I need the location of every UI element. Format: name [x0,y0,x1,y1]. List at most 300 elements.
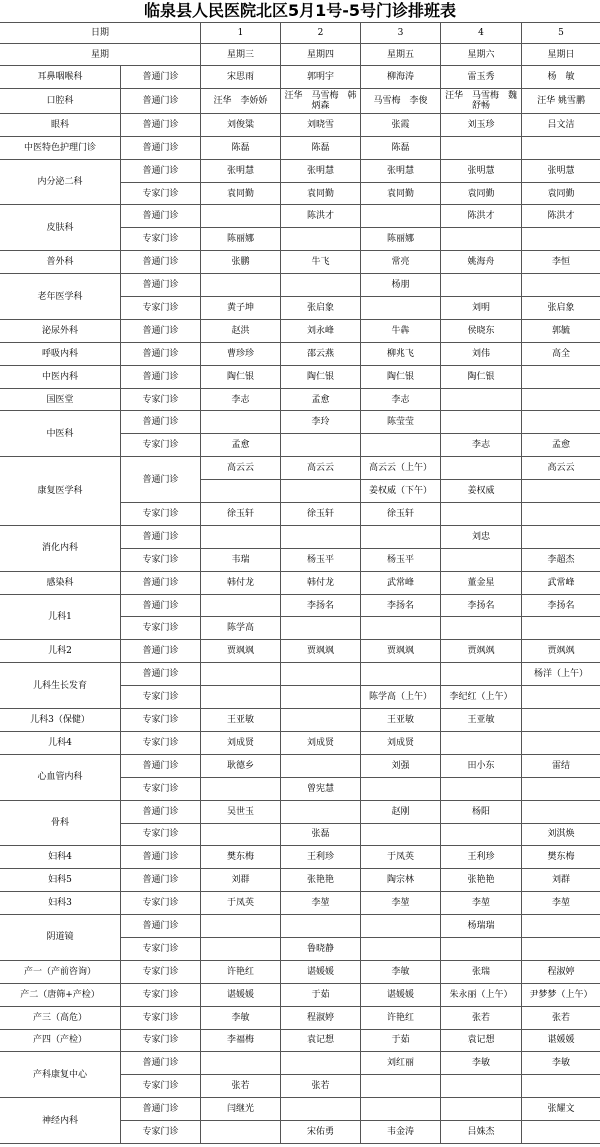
doctor-cell [281,617,361,640]
doctor-cell: 袁记想 [281,1029,361,1052]
doctor-cell: 谌媛媛 [201,983,281,1006]
clinic-type-cell: 普通门诊 [121,457,201,503]
doctor-cell: 陶仁银 [201,365,281,388]
doctor-cell: 李志 [441,434,522,457]
doctor-cell [522,915,600,938]
weekday-label: 星期 [0,44,201,66]
doctor-cell: 刘成贤 [201,731,281,754]
doctor-cell [441,411,522,434]
date-row [0,23,600,44]
doctor-cell: 张若 [281,1075,361,1098]
doctor-cell: 刘群 [522,869,600,892]
doctor-cell [522,777,600,800]
clinic-type-cell: 专家门诊 [121,892,201,915]
doctor-cell: 王利珍 [281,846,361,869]
doctor-cell [201,686,281,709]
doctor-cell: 常亮 [361,251,441,274]
department-cell: 泌尿外科 [0,319,121,342]
doctor-cell: 樊东梅 [522,846,600,869]
doctor-cell: 汪华 马雪梅 韩炳森 [281,88,361,113]
doctor-cell [441,548,522,571]
department-cell: 心血管内科 [0,754,121,800]
doctor-cell: 徐玉轩 [361,503,441,526]
doctor-cell: 袁同勤 [441,182,522,205]
table-row [0,846,600,869]
doctor-cell: 汪华 马雪梅 魏舒畅 [441,88,522,113]
doctor-cell: 姜权威（下午） [361,480,441,503]
clinic-type-cell: 专家门诊 [121,709,201,732]
date-cell: 3 [361,23,441,44]
doctor-cell: 杨 敏 [522,66,600,89]
doctor-cell: 牛犇 [361,319,441,342]
department-cell: 妇科5 [0,869,121,892]
date-cell: 4 [441,23,522,44]
doctor-cell: 牛飞 [281,251,361,274]
department-cell: 神经内科 [0,1098,121,1144]
doctor-cell: 李堃 [361,892,441,915]
table-row [0,1098,600,1121]
clinic-type-cell: 专家门诊 [121,686,201,709]
doctor-cell: 李敏 [522,1052,600,1075]
doctor-cell: 李纪红（上午） [441,686,522,709]
doctor-cell [441,1075,522,1098]
department-cell: 产三（高危） [0,1006,121,1029]
doctor-cell: 姚海舟 [441,251,522,274]
clinic-type-cell: 专家门诊 [121,617,201,640]
department-cell: 眼科 [0,113,121,136]
department-cell: 产二（唐筛+产检） [0,983,121,1006]
doctor-cell [281,228,361,251]
doctor-cell: 徐玉轩 [201,503,281,526]
doctor-cell: 侯晓东 [441,319,522,342]
table-row [0,365,600,388]
doctor-cell [281,709,361,732]
department-cell: 国医堂 [0,388,121,411]
weekday-cell: 星期四 [281,44,361,66]
doctor-cell: 邵云燕 [281,342,361,365]
doctor-cell [361,777,441,800]
doctor-cell: 高全 [522,342,600,365]
doctor-cell: 张明慧 [361,159,441,182]
doctor-cell: 贾飒飒 [281,640,361,663]
doctor-cell: 樊东梅 [201,846,281,869]
doctor-cell [441,228,522,251]
clinic-type-cell: 专家门诊 [121,503,201,526]
doctor-cell [201,480,281,503]
doctor-cell [522,274,600,297]
doctor-cell: 武常峰 [361,571,441,594]
doctor-cell: 张明慧 [522,159,600,182]
table-row [0,66,600,89]
doctor-cell: 高云云 [281,457,361,480]
doctor-cell: 刘永峰 [281,319,361,342]
department-cell: 儿科生长发育 [0,663,121,709]
doctor-cell: 刘红丽 [361,1052,441,1075]
doctor-cell: 孟愈 [522,434,600,457]
doctor-cell [522,617,600,640]
doctor-cell [522,228,600,251]
doctor-cell: 郭毓 [522,319,600,342]
doctor-cell [201,205,281,228]
doctor-cell: 陈丽娜 [201,228,281,251]
doctor-cell [522,411,600,434]
doctor-cell: 李超杰 [522,548,600,571]
department-cell: 阴道镜 [0,915,121,961]
doctor-cell [522,686,600,709]
doctor-cell [441,457,522,480]
doctor-cell: 贾飒飒 [441,640,522,663]
doctor-cell: 李玲 [281,411,361,434]
department-cell: 妇科3 [0,892,121,915]
clinic-type-cell: 专家门诊 [121,434,201,457]
doctor-cell: 刘成贤 [281,731,361,754]
doctor-cell: 杨玉平 [281,548,361,571]
doctor-cell: 李敏 [361,960,441,983]
doctor-cell: 宋思雨 [201,66,281,89]
clinic-type-cell: 普通门诊 [121,800,201,823]
department-cell: 儿科1 [0,594,121,640]
weekday-cell: 星期日 [522,44,600,66]
department-cell: 中医科 [0,411,121,457]
table-row [0,663,600,686]
doctor-cell [441,777,522,800]
doctor-cell: 孟愈 [281,388,361,411]
doctor-cell: 陶宗林 [361,869,441,892]
doctor-cell: 李扬名 [281,594,361,617]
doctor-cell: 李堃 [281,892,361,915]
clinic-type-cell: 普通门诊 [121,136,201,159]
doctor-cell: 宋佑勇 [281,1121,361,1144]
doctor-cell: 贾飒飒 [201,640,281,663]
table-row [0,136,600,159]
department-cell: 产四（产检） [0,1029,121,1052]
doctor-cell: 张明慧 [441,159,522,182]
doctor-cell [201,274,281,297]
doctor-cell: 尹梦梦（上午） [522,983,600,1006]
doctor-cell: 程淑婷 [522,960,600,983]
department-cell: 老年医学科 [0,274,121,320]
doctor-cell [201,937,281,960]
doctor-cell [201,915,281,938]
doctor-cell: 刘明 [441,297,522,320]
clinic-type-cell: 普通门诊 [121,274,201,297]
doctor-cell [522,525,600,548]
doctor-cell: 陈磊 [361,136,441,159]
schedule-table [0,22,600,1144]
doctor-cell: 朱永丽（上午） [441,983,522,1006]
doctor-cell: 袁同勤 [201,182,281,205]
doctor-cell: 刘玉珍 [441,113,522,136]
doctor-cell: 张若 [201,1075,281,1098]
doctor-cell [522,1075,600,1098]
doctor-cell: 袁同勤 [281,182,361,205]
clinic-type-cell: 普通门诊 [121,66,201,89]
doctor-cell: 杨玉平 [361,548,441,571]
clinic-type-cell: 普通门诊 [121,251,201,274]
doctor-cell: 谌媛媛 [281,960,361,983]
table-row [0,88,600,113]
doctor-cell: 柳海涛 [361,66,441,89]
doctor-cell [522,800,600,823]
doctor-cell: 李福梅 [201,1029,281,1052]
doctor-cell [361,434,441,457]
doctor-cell: 张霞 [361,113,441,136]
table-row [0,731,600,754]
doctor-cell: 孟愈 [201,434,281,457]
date-cell: 2 [281,23,361,44]
doctor-cell [361,663,441,686]
clinic-type-cell: 普通门诊 [121,205,201,228]
doctor-cell [281,1052,361,1075]
doctor-cell: 李堃 [441,892,522,915]
doctor-cell: 陈磊 [201,136,281,159]
doctor-cell: 郭明宇 [281,66,361,89]
clinic-type-cell: 专家门诊 [121,297,201,320]
doctor-cell [201,663,281,686]
department-cell: 产科康复中心 [0,1052,121,1098]
doctor-cell: 李敏 [441,1052,522,1075]
department-cell: 消化内科 [0,525,121,571]
doctor-cell: 陶仁银 [281,365,361,388]
doctor-cell: 李志 [361,388,441,411]
clinic-type-cell: 专家门诊 [121,983,201,1006]
clinic-type-cell: 专家门诊 [121,960,201,983]
department-cell: 骨科 [0,800,121,846]
doctor-cell: 刘群 [201,869,281,892]
doctor-cell [522,709,600,732]
doctor-cell: 张磊 [281,823,361,846]
doctor-cell [522,503,600,526]
doctor-cell [361,1098,441,1121]
doctor-cell [281,274,361,297]
doctor-cell: 韩付龙 [201,571,281,594]
date-label: 日期 [0,23,201,44]
table-row [0,800,600,823]
doctor-cell: 王亚敏 [201,709,281,732]
table-row [0,525,600,548]
doctor-cell: 王亚敏 [361,709,441,732]
doctor-cell: 刘淇焕 [522,823,600,846]
doctor-cell: 张若 [522,1006,600,1029]
doctor-cell [361,937,441,960]
doctor-cell [441,503,522,526]
doctor-cell [281,480,361,503]
doctor-cell: 陈洪才 [441,205,522,228]
clinic-type-cell: 专家门诊 [121,1006,201,1029]
doctor-cell: 黄子坤 [201,297,281,320]
doctor-cell: 王亚敏 [441,709,522,732]
doctor-cell: 高云云 [522,457,600,480]
table-row [0,594,600,617]
doctor-cell: 韦金涛 [361,1121,441,1144]
doctor-cell: 李扬名 [441,594,522,617]
doctor-cell: 刘俊粱 [201,113,281,136]
doctor-cell: 李志 [201,388,281,411]
doctor-cell: 姜权威 [441,480,522,503]
clinic-type-cell: 普通门诊 [121,342,201,365]
doctor-cell [281,1098,361,1121]
doctor-cell: 杨瑞瑞 [441,915,522,938]
doctor-cell: 陶仁银 [361,365,441,388]
table-row [0,457,600,480]
doctor-cell: 韩付龙 [281,571,361,594]
doctor-cell: 张艳艳 [441,869,522,892]
department-cell: 中医内科 [0,365,121,388]
doctor-cell: 汪华 姚雪鹏 [522,88,600,113]
clinic-type-cell: 普通门诊 [121,640,201,663]
doctor-cell: 张艳艳 [281,869,361,892]
department-cell: 耳鼻咽喉科 [0,66,121,89]
doctor-cell [201,823,281,846]
doctor-cell: 曹珍珍 [201,342,281,365]
clinic-type-cell: 普通门诊 [121,525,201,548]
weekday-cell: 星期三 [201,44,281,66]
doctor-cell [201,777,281,800]
table-row [0,640,600,663]
doctor-cell [441,823,522,846]
doctor-cell: 柳兆飞 [361,342,441,365]
table-row [0,571,600,594]
doctor-cell [441,617,522,640]
doctor-cell: 吕文洁 [522,113,600,136]
doctor-cell [522,1121,600,1144]
doctor-cell: 袁记想 [441,1029,522,1052]
doctor-cell [522,480,600,503]
clinic-type-cell: 普通门诊 [121,159,201,182]
doctor-cell: 张鹏 [201,251,281,274]
clinic-type-cell: 普通门诊 [121,365,201,388]
clinic-type-cell: 专家门诊 [121,777,201,800]
clinic-type-cell: 专家门诊 [121,1029,201,1052]
table-row [0,113,600,136]
doctor-cell: 陈洪才 [281,205,361,228]
doctor-cell: 陈学高（上午） [361,686,441,709]
clinic-type-cell: 专家门诊 [121,1121,201,1144]
doctor-cell: 雷结 [522,754,600,777]
weekday-row [0,44,600,66]
doctor-cell: 陈洪才 [522,205,600,228]
doctor-cell [441,663,522,686]
schedule-body [0,23,600,1144]
doctor-cell: 于茹 [361,1029,441,1052]
page-title: 临泉县人民医院北区5月1号-5号门诊排班表 [143,1,457,20]
clinic-type-cell: 普通门诊 [121,319,201,342]
weekday-cell: 星期六 [441,44,522,66]
department-cell: 普外科 [0,251,121,274]
doctor-cell [361,915,441,938]
doctor-cell [441,731,522,754]
clinic-type-cell: 普通门诊 [121,663,201,686]
doctor-cell: 吴世玉 [201,800,281,823]
table-row [0,754,600,777]
doctor-cell [201,1052,281,1075]
doctor-cell [201,525,281,548]
doctor-cell: 陈磊 [281,136,361,159]
doctor-cell [201,1121,281,1144]
clinic-type-cell: 普通门诊 [121,411,201,434]
clinic-type-cell: 普通门诊 [121,88,201,113]
doctor-cell: 贾飒飒 [522,640,600,663]
department-cell: 感染科 [0,571,121,594]
table-row [0,709,600,732]
doctor-cell [361,823,441,846]
doctor-cell [441,1098,522,1121]
clinic-type-cell: 普通门诊 [121,571,201,594]
doctor-cell: 贾飒飒 [361,640,441,663]
clinic-type-cell: 普通门诊 [121,846,201,869]
doctor-cell: 徐玉轩 [281,503,361,526]
doctor-cell: 鲁晓静 [281,937,361,960]
department-cell: 儿科3（保健） [0,709,121,732]
doctor-cell: 高云云 [201,457,281,480]
doctor-cell: 韦瑞 [201,548,281,571]
clinic-type-cell: 普通门诊 [121,113,201,136]
doctor-cell [441,274,522,297]
doctor-cell [361,1075,441,1098]
doctor-cell [522,365,600,388]
doctor-cell: 雷玉秀 [441,66,522,89]
doctor-cell: 张瑞 [441,960,522,983]
table-row [0,1006,600,1029]
clinic-type-cell: 专家门诊 [121,548,201,571]
table-row [0,1029,600,1052]
doctor-cell: 杨阳 [441,800,522,823]
doctor-cell: 袁同勤 [522,182,600,205]
doctor-cell: 董金星 [441,571,522,594]
table-row [0,388,600,411]
table-row [0,983,600,1006]
doctor-cell: 袁同勤 [361,182,441,205]
doctor-cell [281,434,361,457]
department-cell: 呼吸内科 [0,342,121,365]
doctor-cell: 吕姝杰 [441,1121,522,1144]
doctor-cell: 于凤英 [201,892,281,915]
doctor-cell: 李堃 [522,892,600,915]
clinic-type-cell: 专家门诊 [121,228,201,251]
clinic-type-cell: 专家门诊 [121,388,201,411]
doctor-cell [522,937,600,960]
weekday-cell: 星期五 [361,44,441,66]
doctor-cell: 刘强 [361,754,441,777]
doctor-cell: 谌媛媛 [522,1029,600,1052]
table-row [0,159,600,182]
doctor-cell [201,594,281,617]
doctor-cell: 陈莹莹 [361,411,441,434]
table-row [0,892,600,915]
doctor-cell: 王利珍 [441,846,522,869]
doctor-cell: 李扬名 [522,594,600,617]
doctor-cell [361,205,441,228]
doctor-cell: 闫继光 [201,1098,281,1121]
doctor-cell: 武常峰 [522,571,600,594]
department-cell: 内分泌二科 [0,159,121,205]
doctor-cell [281,663,361,686]
date-cell: 5 [522,23,600,44]
department-cell: 康复医学科 [0,457,121,526]
doctor-cell: 汪华 李娇娇 [201,88,281,113]
doctor-cell [361,617,441,640]
table-row [0,1052,600,1075]
table-row [0,960,600,983]
doctor-cell: 杨朋 [361,274,441,297]
doctor-cell [361,525,441,548]
doctor-cell [522,731,600,754]
table-row [0,915,600,938]
clinic-type-cell: 普通门诊 [121,869,201,892]
clinic-type-cell: 普通门诊 [121,594,201,617]
clinic-type-cell: 专家门诊 [121,823,201,846]
doctor-cell: 李扬名 [361,594,441,617]
